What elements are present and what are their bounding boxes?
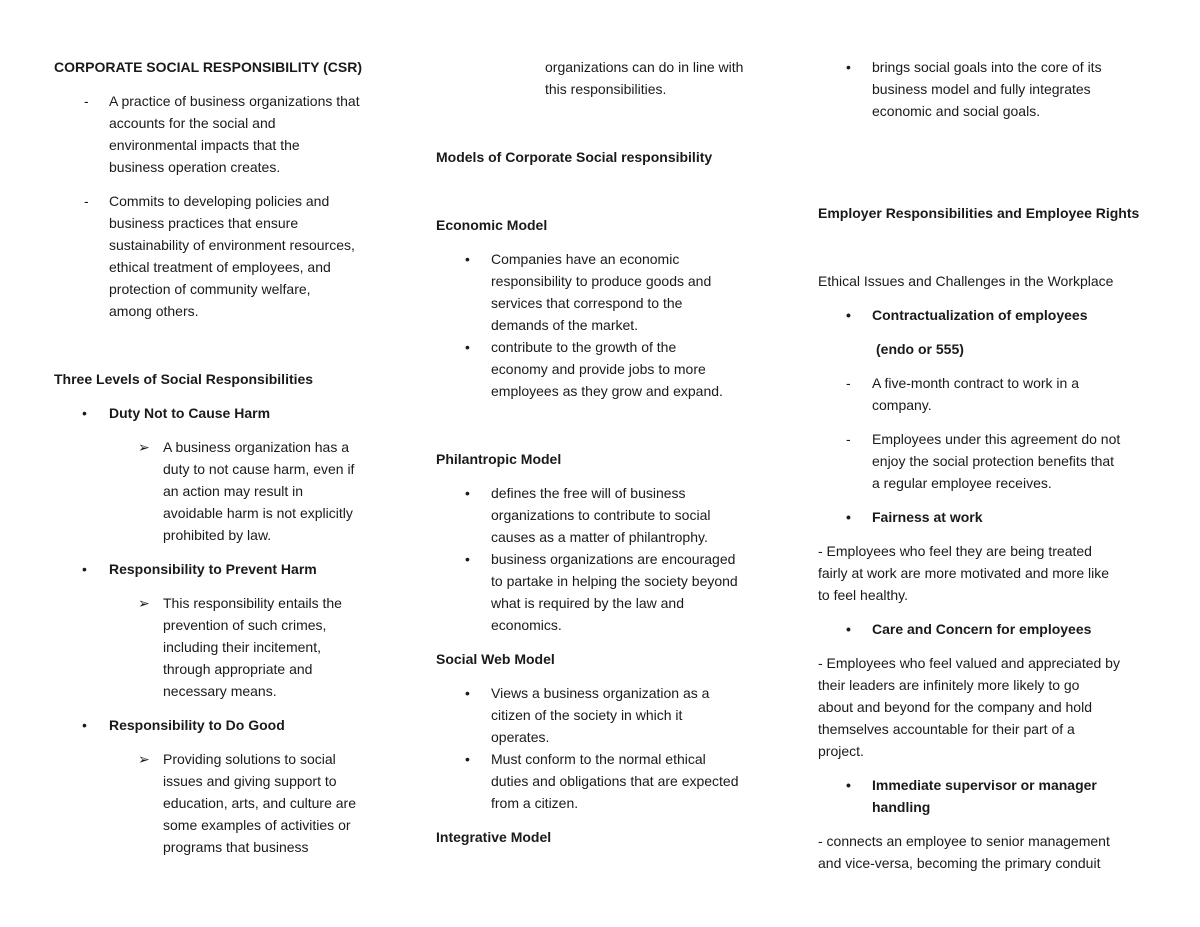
list-item: Must conform to the normal ethical duties and obligations that are expected from a citizen. xyxy=(491,751,739,811)
bullet-icon: • xyxy=(846,621,851,637)
bullet-icon: • xyxy=(465,485,470,501)
list-item: business organizations are encouraged to partake in helping the society beyond what is required by the law and economics. xyxy=(491,551,738,633)
fairness-text: - Employees who feel they are being treated fairly at work are more motivated and more like to feel healthy. xyxy=(818,543,1109,603)
bullet-icon: • xyxy=(82,405,87,421)
dash-marker: - xyxy=(846,375,851,391)
bullet-icon: • xyxy=(465,551,470,567)
bullet-icon: • xyxy=(846,509,851,525)
fairness-title: Fairness at work xyxy=(872,509,983,525)
bullet-icon: • xyxy=(82,561,87,577)
level-title: Responsibility to Do Good xyxy=(109,717,285,733)
level-description: Providing solutions to social issues and giving support to education, arts, and culture are some examples of activities or programs that business xyxy=(163,751,357,855)
bullet-icon: • xyxy=(846,307,851,323)
continuation-text: organizations can do in line with this responsibilities. xyxy=(545,59,744,97)
arrow-bullet-icon: ➢ xyxy=(138,595,150,611)
bullet-icon: • xyxy=(846,777,851,793)
bullet-icon: • xyxy=(465,685,470,701)
list-item: contribute to the growth of the economy and provide jobs to more employees as they grow and expand. xyxy=(491,339,723,399)
list-item: defines the free will of business organizations to contribute to social causes as a matter of philantrophy. xyxy=(491,485,711,545)
list-item: Views a business organization as a citizen of the society in which it operates. xyxy=(491,685,710,745)
supervisor-title: Immediate supervisor or manager handling xyxy=(872,777,1097,815)
supervisor-text: - connects an employee to senior management and vice-versa, becoming the primary conduit xyxy=(818,833,1110,871)
bullet-icon: • xyxy=(846,59,851,75)
levels-heading: Three Levels of Social Responsibilities xyxy=(54,371,314,387)
level-description: A business organization has a duty to not cause harm, even if an action may result in avoidable harm is not explicitly prohibited by law. xyxy=(163,439,355,543)
list-item: A five-month contract to work in a company. xyxy=(872,375,1079,413)
employer-heading: Employer Responsibilities and Employee Rights xyxy=(818,205,1140,221)
integrative-model-title: Integrative Model xyxy=(436,829,552,845)
dash-marker: - xyxy=(846,431,851,447)
level-title: Responsibility to Prevent Harm xyxy=(109,561,317,577)
csr-definition-1: A practice of business organizations that accounts for the social and environmental impacts that the business operation creates. xyxy=(109,93,360,175)
dash-marker: - xyxy=(84,93,89,109)
list-item: Companies have an economic responsibility to produce goods and services that correspond to the demands of the market. xyxy=(491,251,712,333)
models-heading: Models of Corporate Social responsibility xyxy=(436,149,713,165)
social-web-model-title: Social Web Model xyxy=(436,651,555,667)
arrow-bullet-icon: ➢ xyxy=(138,751,150,767)
bullet-icon: • xyxy=(465,751,470,767)
philantropic-model-title: Philantropic Model xyxy=(436,451,562,467)
ethical-heading: Ethical Issues and Challenges in the Workplace xyxy=(818,273,1114,289)
dash-marker: - xyxy=(84,193,89,209)
bullet-icon: • xyxy=(465,251,470,267)
economic-model-title: Economic Model xyxy=(436,217,548,233)
level-description: This responsibility entails the prevention of such crimes, including their incitement, through appropriate and necessary means. xyxy=(163,595,342,699)
contract-title: Contractualization of employees xyxy=(872,307,1088,323)
document-title: CORPORATE SOCIAL RESPONSIBILITY (CSR) xyxy=(54,59,363,75)
care-title: Care and Concern for employees xyxy=(872,621,1092,637)
bullet-icon: • xyxy=(82,717,87,733)
arrow-bullet-icon: ➢ xyxy=(138,439,150,455)
care-text: - Employees who feel valued and appreciated by their leaders are infinitely more likely to go about and beyond for the company and hold themselves accountable for their part of a project. xyxy=(818,655,1120,759)
contract-subtitle: (endo or 555) xyxy=(876,341,964,357)
level-title: Duty Not to Cause Harm xyxy=(109,405,271,421)
list-item: brings social goals into the core of its business model and fully integrates economic and social goals. xyxy=(872,59,1102,119)
list-item: Employees under this agreement do not enjoy the social protection benefits that a regular employee receives. xyxy=(872,431,1121,491)
csr-definition-2: Commits to developing policies and business practices that ensure sustainability of environment resources, ethical treatment of employees, and protection of community welfare, among others. xyxy=(109,193,355,319)
bullet-icon: • xyxy=(465,339,470,355)
